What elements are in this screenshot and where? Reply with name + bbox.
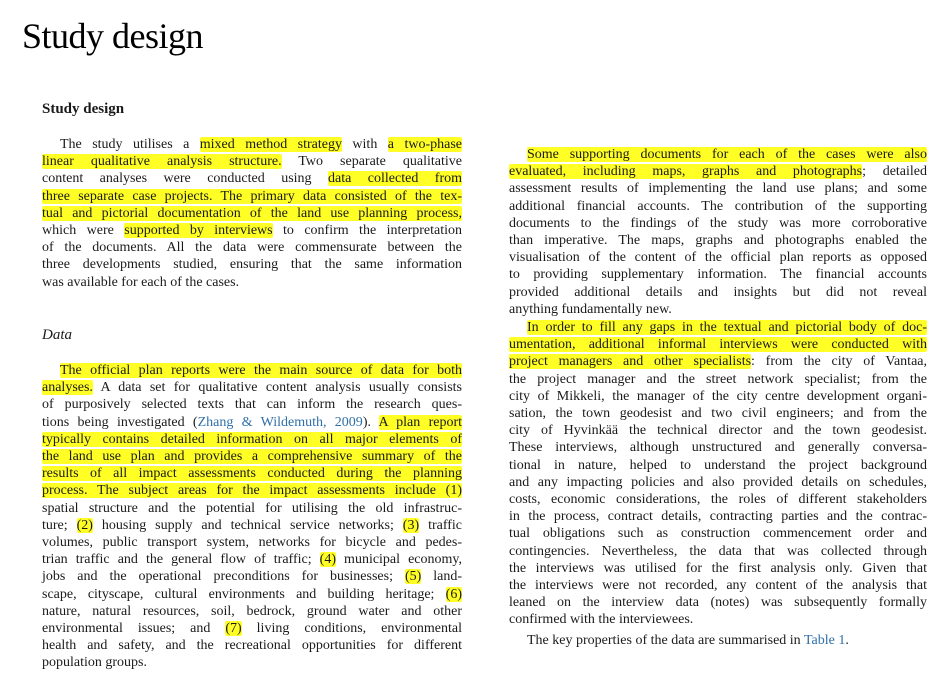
citation-link[interactable]: Zhang & Wildemuth, 2009 — [197, 414, 363, 430]
highlight: mixed method strategy — [199, 137, 342, 152]
highlight: (7) — [225, 621, 242, 637]
highlight: (6) — [445, 586, 462, 602]
highlight: linear qualitative analysis structure. — [42, 154, 282, 170]
highlight: The official plan reports were the main source of data for both — [60, 363, 462, 378]
highlight: supported by interviews — [124, 223, 273, 239]
highlight: project managers and other specialists — [509, 354, 752, 370]
highlight: In order to fill any gaps in the textual and pictorial body of doc- — [527, 320, 927, 335]
table-link[interactable]: Table 1 — [803, 633, 846, 648]
highlight: (5) — [404, 569, 422, 585]
paragraph-interviews: In order to fill any gaps in the textual and pictorial body of doc- umentation, additional informal interviews were conducted with project managers and other specialists: from the city of Vantaa, the project manager and the street network specialist; from the city of Mikkeli, the manager of the city centre development organi- sation, the town geodesist and two civil engineers; and from the city of Hyvinkää the technical director and the town geodesist. These interviews, although unstructured and generally conversa- tional in nature, helped to understand the project background and any impacting policies and also provided details on schedules, costs, economic considerations, the roles of different stakeholders in the process, contract details, contracting parties and the contrac- tual obligations such as construction commencement order and contingencies. Nevertheless, the data that was collected through the interviews was utilised for the first analysis only. Given that the interviews were not recorded, any content of the analysis that leaned on the interview data (notes) was subsequently formally confirmed with the interviewees. — [509, 320, 927, 628]
highlight: (3) — [402, 517, 420, 533]
highlight: tual and pictorial documentation of the land use planning process, — [42, 205, 462, 221]
slide-title: Study design — [22, 16, 204, 56]
highlight: (2) — [76, 517, 93, 533]
paragraph-table-reference: The key properties of the data are summarised in Table 1. — [527, 633, 849, 648]
highlight: process. The subject areas for the impact assessments include (1) — [42, 483, 462, 499]
highlight: data collected from — [328, 171, 462, 187]
highlight: three separate case projects. The primary data consisted of the tex- — [42, 188, 462, 204]
highlight: (4) — [319, 552, 336, 568]
highlight: typically contains detailed information on all major elements of — [42, 431, 462, 447]
highlight: evaluated, including maps, graphs and photographs — [509, 164, 863, 180]
paragraph-data: The official plan reports were the main source of data for both analyses. A data set for qualitative content analysis usually consists of purposively selected texts that can inform the research ques- tions being investigated (Zhang & Wildemuth, 2009). A plan report typically contains detailed information on all major elements of the land use plan and provides a comprehensive summary of the results of all impact assessments conducted during the planning process. The subject areas for the impact assessments include (1) spatial structure and the potential for utilising the old infrastruc- ture; (2) housing supply and technical service networks; (3) traffic volumes, public transport system, networks for bicycle and pedes- trian traffic and the general flow of traffic; (4) municipal economy, jobs and the operational preconditions for businesses; (5) land- scape, cityscape, cultural environments and building heritage; (6) nature, natural resources, soil, bedrock, ground water and other environmental issues; and (7) living conditions, environmental health and safety, and the recreational opportunities for different population groups. — [42, 363, 463, 671]
highlight: a two-phase — [387, 137, 462, 152]
paragraph-study-design: The study utilises a mixed method strategy with a two-phase linear qualitative analysis structure. Two separate qualitative content analyses were conducted using data collected from three separate case projects. The primary data consisted of the tex- tual and pictorial documentation of the land use planning process, which were supported by interviews to confirm the interpretation of the documents. All the data were commensurate between the three developments studied, ensuring that the same information was available for each of the cases. — [42, 137, 462, 290]
sub-heading-data: Data — [42, 327, 72, 343]
highlight: Some supporting documents for each of the cases were also — [527, 147, 927, 162]
highlight: results of all impact assessments conducted during the planning — [42, 466, 462, 482]
highlight: umentation, additional informal interviews were conducted with — [509, 337, 927, 353]
highlight: A plan report — [378, 414, 462, 430]
highlight: analyses. — [42, 380, 93, 396]
highlight: the land use plan and provides a comprehensive summary of the — [42, 449, 462, 465]
paragraph-supporting-documents: Some supporting documents for each of the cases were also evaluated, including maps, graphs and photographs; detailed assessment results of implementing the land use plans; and some additional financial accounts. The contribution of the supporting documents to the findings of the study was more corroborative than imperative. The maps, graphs and photographs enabled the visualisation of the content of the official plan reports as opposed to providing supplementary information. The financial accounts provided additional details and insights but did not reveal anything fundamentally new. — [509, 147, 928, 317]
section-heading: Study design — [42, 101, 125, 117]
